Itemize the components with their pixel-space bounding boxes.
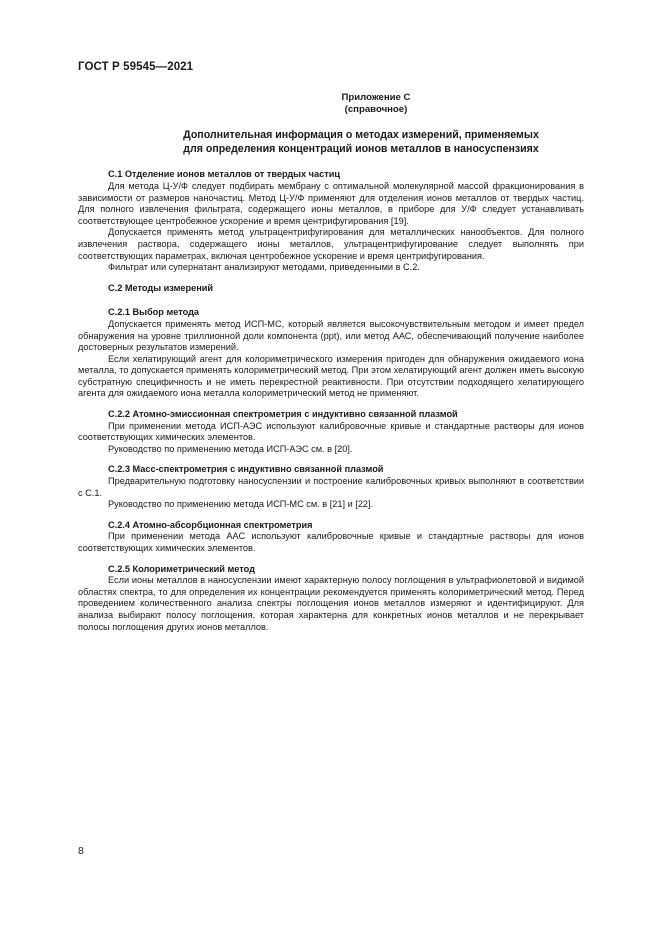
appendix-title (78, 129, 584, 156)
paragraph: Допускается применять метод ультрацентрифугирования для металлических нанообъектов. Для полного извлечения раствора, содержащего ионы металлов, ультрацентрифугирование следует выполнять при соответствующих параметрах, включая центробежное ускорение и время центрифугирования. (78, 227, 584, 261)
page-number: 8 (78, 845, 84, 857)
paragraph: Если хелатирующий агент для колориметрического измерения пригоден для обнаружения ожидаемого иона металла, то допускается применять колориметрический метод. При этом хелатирующий агент должен иметь высокую субстратную специфичность и не иметь перекрестной реактивности. При отсутствии подходящего хелатирующего агента для ожидаемого иона металла колориметрический метод не применяют. (78, 353, 584, 399)
page-content (78, 92, 584, 633)
section-c2-1 (78, 307, 584, 400)
paragraph: Допускается применять метод ИСП-МС, который является высокочувствительным методом и имеет предел обнаружения на уровне триллионной доли компонента (ppt), или метод ААС, обеспечивающий получение наиболее достоверных результатов измерений. (78, 318, 584, 353)
section-heading-c2-3: С.2.3 Масс-спектрометрия с индуктивно связанной плазмой (108, 464, 384, 475)
section-c1 (78, 169, 584, 273)
section-heading-c2: С.2 Методы измерений (108, 282, 214, 293)
section-c2-2 (78, 409, 584, 455)
section-heading-c2-1: С.2.1 Выбор метода (108, 307, 200, 318)
paragraph: Руководство по применению метода ИСП-МС см. в [21] и [22]. (108, 499, 374, 510)
section-heading-c2-2: С.2.2 Атомно-эмиссионная спектрометрия с индуктивно связанной плазмой (108, 409, 458, 420)
section-c2-3 (78, 464, 584, 510)
paragraph: Если ионы металлов в наносуспензии имеют характерную полосу поглощения в ультрафиолетовой и видимой областях спектра, то для определения их концентрации рекомендуется применять колориметрический метод. Перед проведением количественного анализа спектры поглощения ионов металлов измеряют и идентифицируют. Для анализа выбирают полосу поглощения, которая характерна для конкретных ионов металлов и не перекрывает полосы поглощения других ионов металлов. (78, 575, 584, 632)
paragraph: Руководство по применению метода ИСП-АЭС см. в [20]. (108, 443, 353, 454)
appendix-title-line-2: для определения концентраций ионов металлов в наносуспензиях (183, 142, 539, 155)
document-code: ГОСТ Р 59545—2021 (78, 61, 194, 73)
paragraph: Для метода Ц-У/Ф следует подбирать мембрану с оптимальной молекулярной массой фракционирования в зависимости от размеров наночастиц. Метод Ц-У/Ф применяют для отделения ионов металлов от твердых частиц. Для полного извлечения фильтрата, содержащего ионы металлов, в приборе для У/Ф следует устанавливать соответствующее центробежное ускорение и время центрифугирования [19]. (78, 180, 584, 226)
paragraph: Предварительную подготовку наносуспензии и построение калибровочных кривых выполняют в соответствии с С.1. (78, 476, 584, 498)
section-c2-4 (78, 520, 584, 555)
paragraph: Фильтрат или супернатант анализируют методами, приведенными в С.2. (108, 262, 420, 273)
paragraph: При применении метода ИСП-АЭС используют калибровочные кривые и стандартные растворы для ионов соответствующих химических элементов. (78, 420, 584, 443)
appendix-label: Приложение С (341, 92, 411, 103)
section-c2-5 (78, 564, 584, 634)
section-heading-c2-4: С.2.4 Атомно-абсорбционная спектрометрия (108, 519, 313, 530)
appendix-type: (справочное) (344, 103, 408, 115)
section-heading-c1: С.1 Отделение ионов металлов от твердых частиц (108, 169, 341, 180)
appendix-title-line-1: Дополнительная информация о методах измерений, применяемых (183, 129, 539, 142)
section-c2 (78, 283, 584, 633)
paragraph: При применении метода ААС используют калибровочные кривые и стандартные растворы для ионов соответствующих химических элементов. (78, 531, 584, 553)
section-heading-c2-5: С.2.5 Колориметрический метод (108, 563, 255, 574)
